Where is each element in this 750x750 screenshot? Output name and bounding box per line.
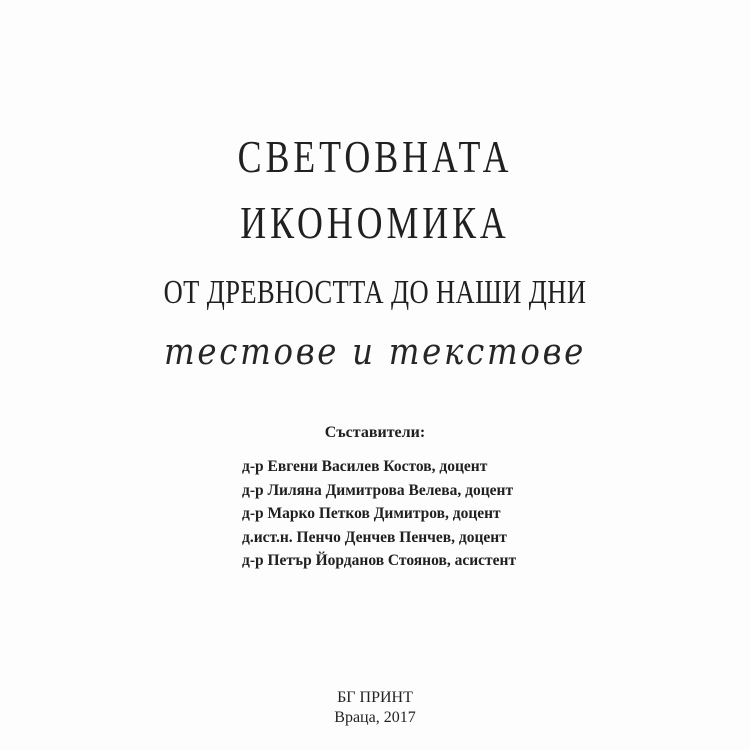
author-item: д-р Марко Петков Димитров, доцент — [242, 505, 501, 522]
book-tagline: тестове и текстове — [163, 332, 587, 373]
book-title-line-2: ИКОНОМИКА — [240, 197, 510, 248]
book-subtitle: ОТ ДРЕВНОСТТА ДО НАШИ ДНИ — [163, 274, 587, 311]
publication-city-year: Враца, 2017 — [334, 709, 416, 726]
authors-list — [242, 455, 516, 573]
author-item: д-р Евгени Василев Костов, доцент — [242, 458, 488, 475]
author-item: д-р Петър Йорданов Стоянов, асистент — [242, 552, 517, 569]
author-item: д-р Лиляна Димитрова Велева, доцент — [242, 481, 514, 499]
author-item: д.ист.н. Пенчо Денчев Пенчев, доцент — [242, 528, 507, 546]
compilers-label: Съставители: — [324, 424, 426, 441]
book-title-line-1: СВЕТОВНАТА — [237, 131, 513, 182]
publisher-name: БГ ПРИНТ — [337, 689, 413, 706]
